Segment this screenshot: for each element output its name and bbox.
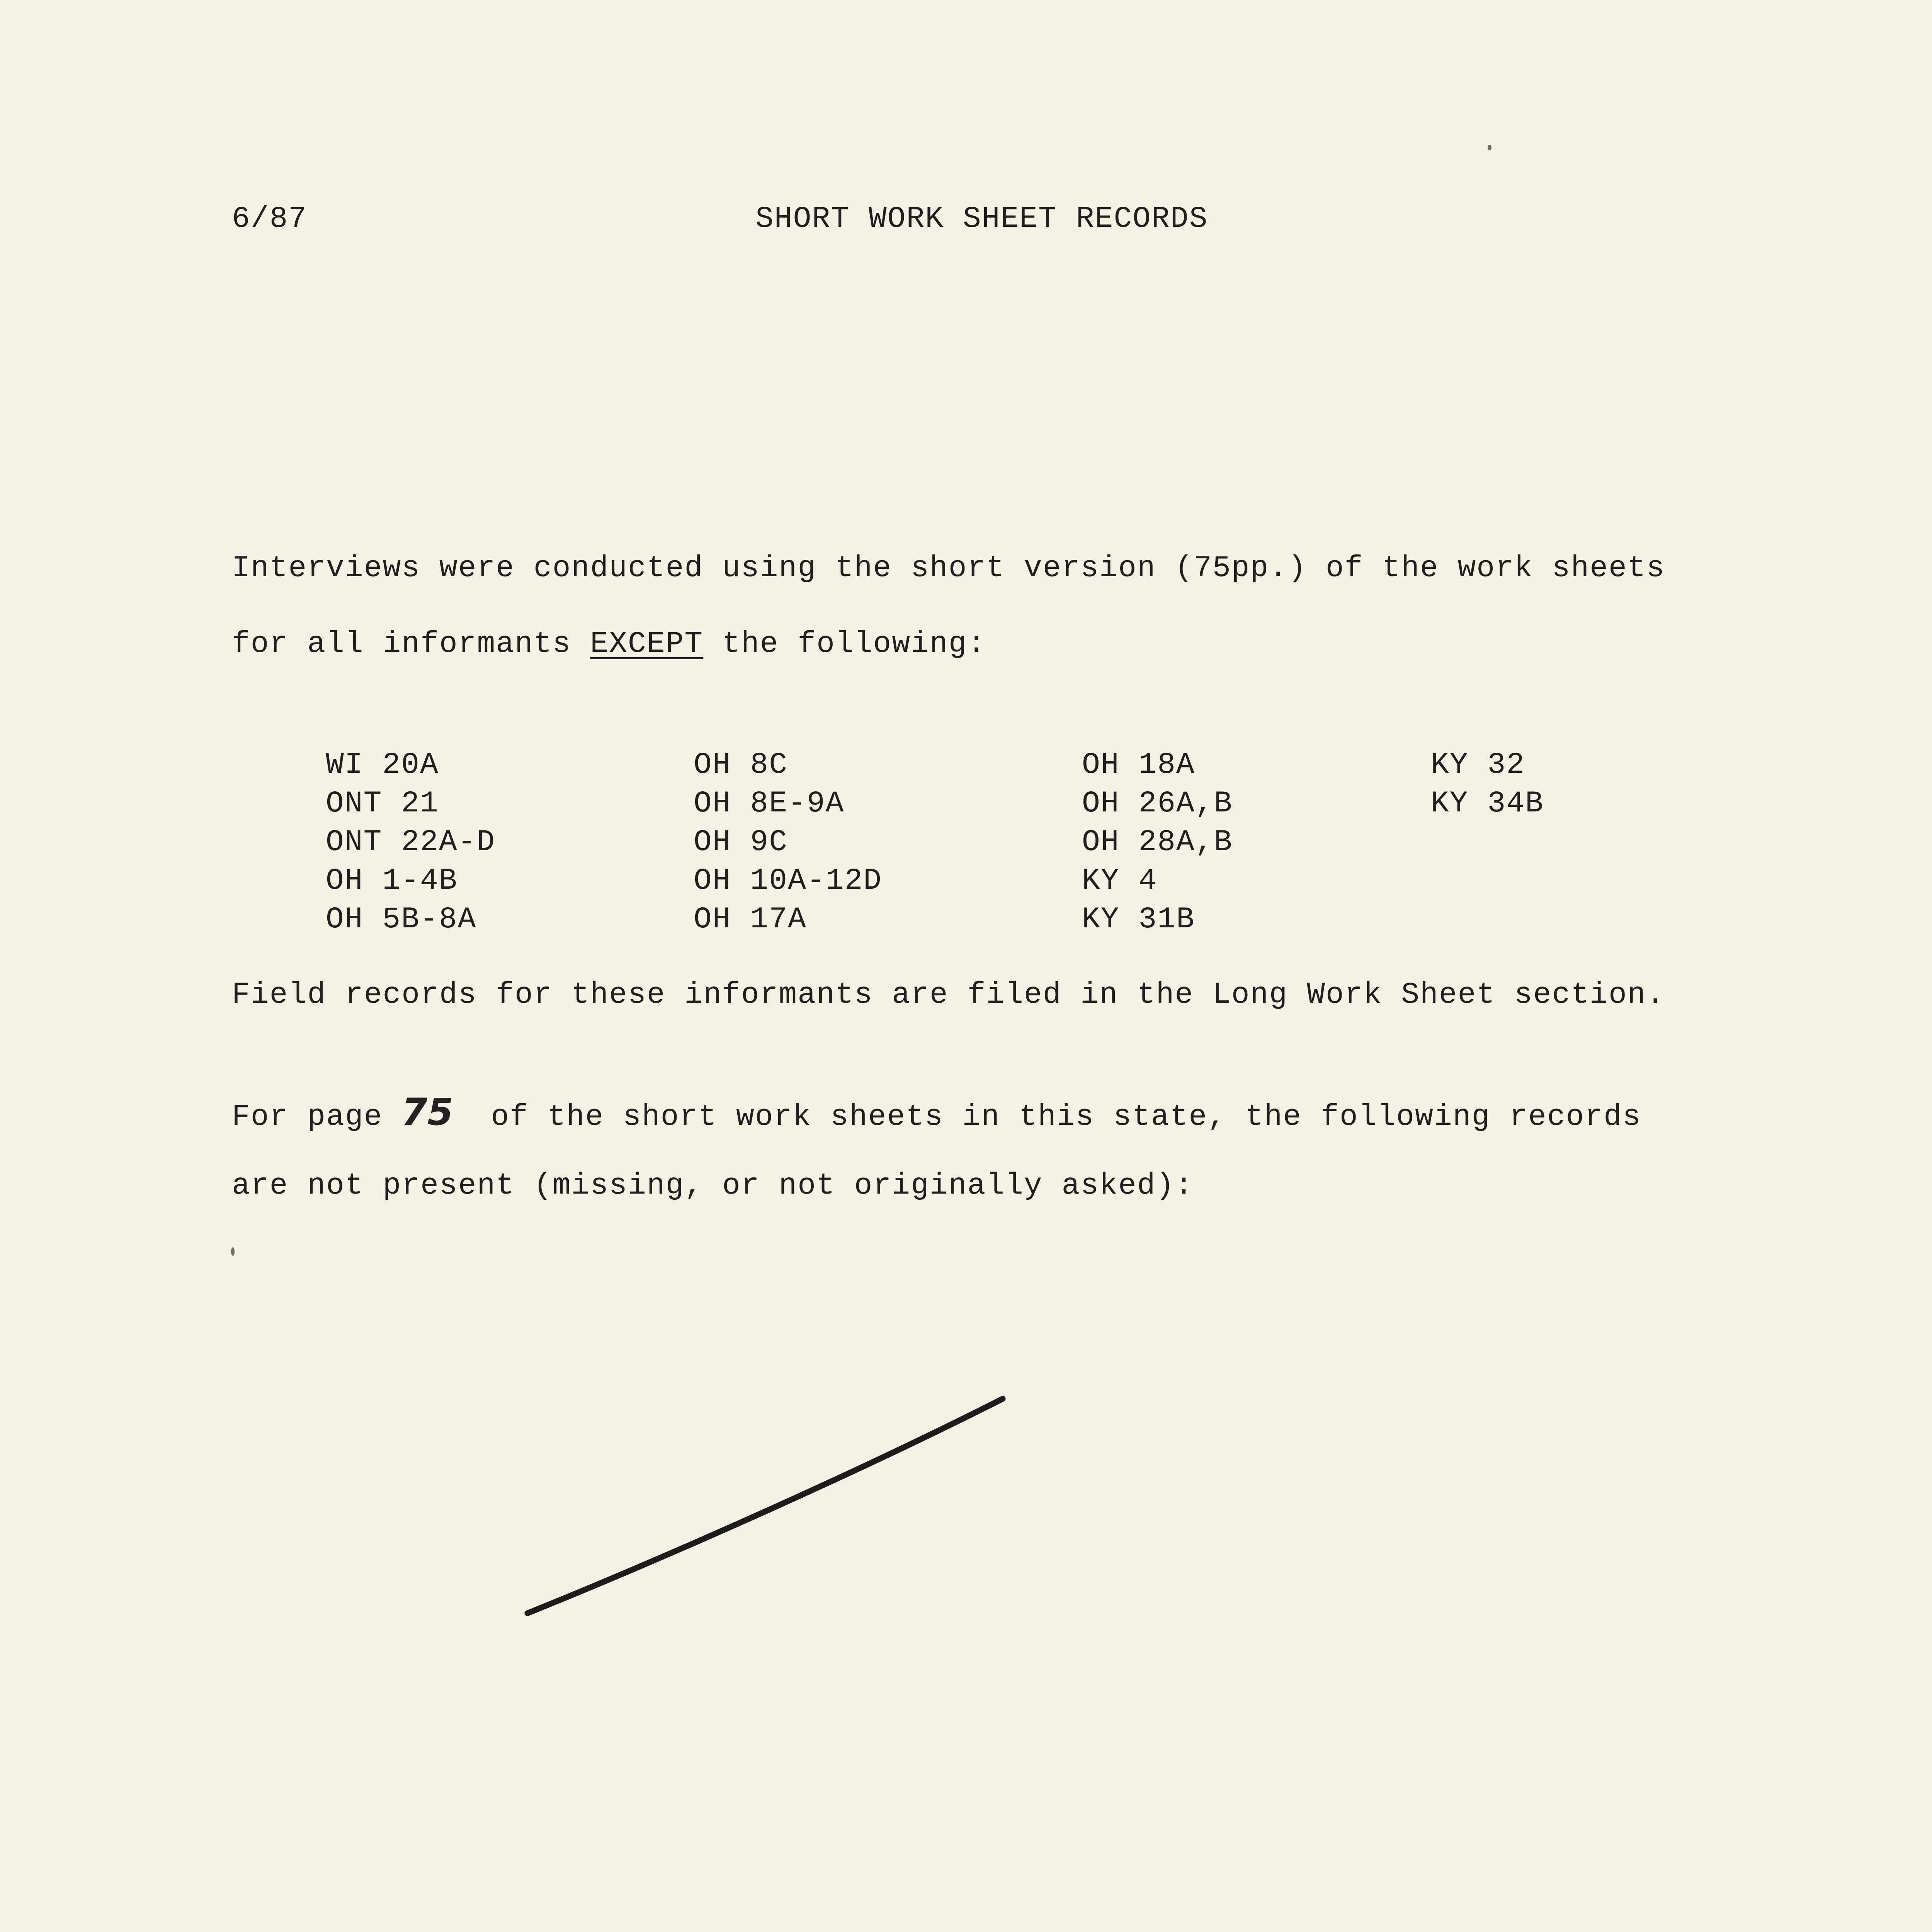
slash-stroke	[527, 1399, 1003, 1613]
missing-line-1-post: of the short work sheets in this state, the following records	[453, 1100, 1641, 1134]
paper-speck	[231, 1247, 235, 1256]
handwritten-page-number: 75	[401, 1090, 453, 1134]
informant-item: OH 9C	[694, 825, 788, 859]
informant-item: OH 10A-12D	[694, 864, 883, 898]
informant-item: WI 20A	[326, 748, 439, 782]
informant-item: KY 4	[1082, 864, 1158, 898]
slash-stroke-thin	[734, 1449, 889, 1519]
intro-line-2-post: the following:	[703, 627, 986, 661]
informant-item: OH 17A	[694, 903, 807, 937]
header-date: 6/87	[232, 202, 308, 236]
except-emphasis: EXCEPT	[590, 627, 704, 661]
informant-item: ONT 22A-D	[326, 825, 496, 859]
informant-item: OH 18A	[1082, 748, 1195, 782]
informant-item: KY 31B	[1082, 903, 1195, 937]
informant-item: OH 8C	[694, 748, 788, 782]
intro-line-1: Interviews were conducted using the short version (75pp.) of the work sheets	[232, 551, 1665, 585]
informant-item: ONT 21	[326, 787, 439, 821]
field-records-note: Field records for these informants are filed in the Long Work Sheet section.	[232, 978, 1665, 1012]
page-title: SHORT WORK SHEET RECORDS	[755, 202, 1208, 236]
informant-item: OH 1-4B	[326, 864, 458, 898]
missing-line-1-pre: For page	[232, 1100, 402, 1134]
informant-item: KY 34B	[1431, 787, 1544, 821]
informant-item: KY 32	[1431, 748, 1526, 782]
informant-item: OH 26A,B	[1082, 787, 1233, 821]
missing-line-2: are not present (missing, or not originally asked):	[232, 1169, 1194, 1203]
informant-item: OH 5B-8A	[326, 903, 477, 937]
paper-speck	[1488, 145, 1492, 150]
intro-line-2-pre: for all informants	[232, 627, 590, 661]
informant-item: OH 8E-9A	[694, 787, 845, 821]
informant-item: OH 28A,B	[1082, 825, 1233, 859]
